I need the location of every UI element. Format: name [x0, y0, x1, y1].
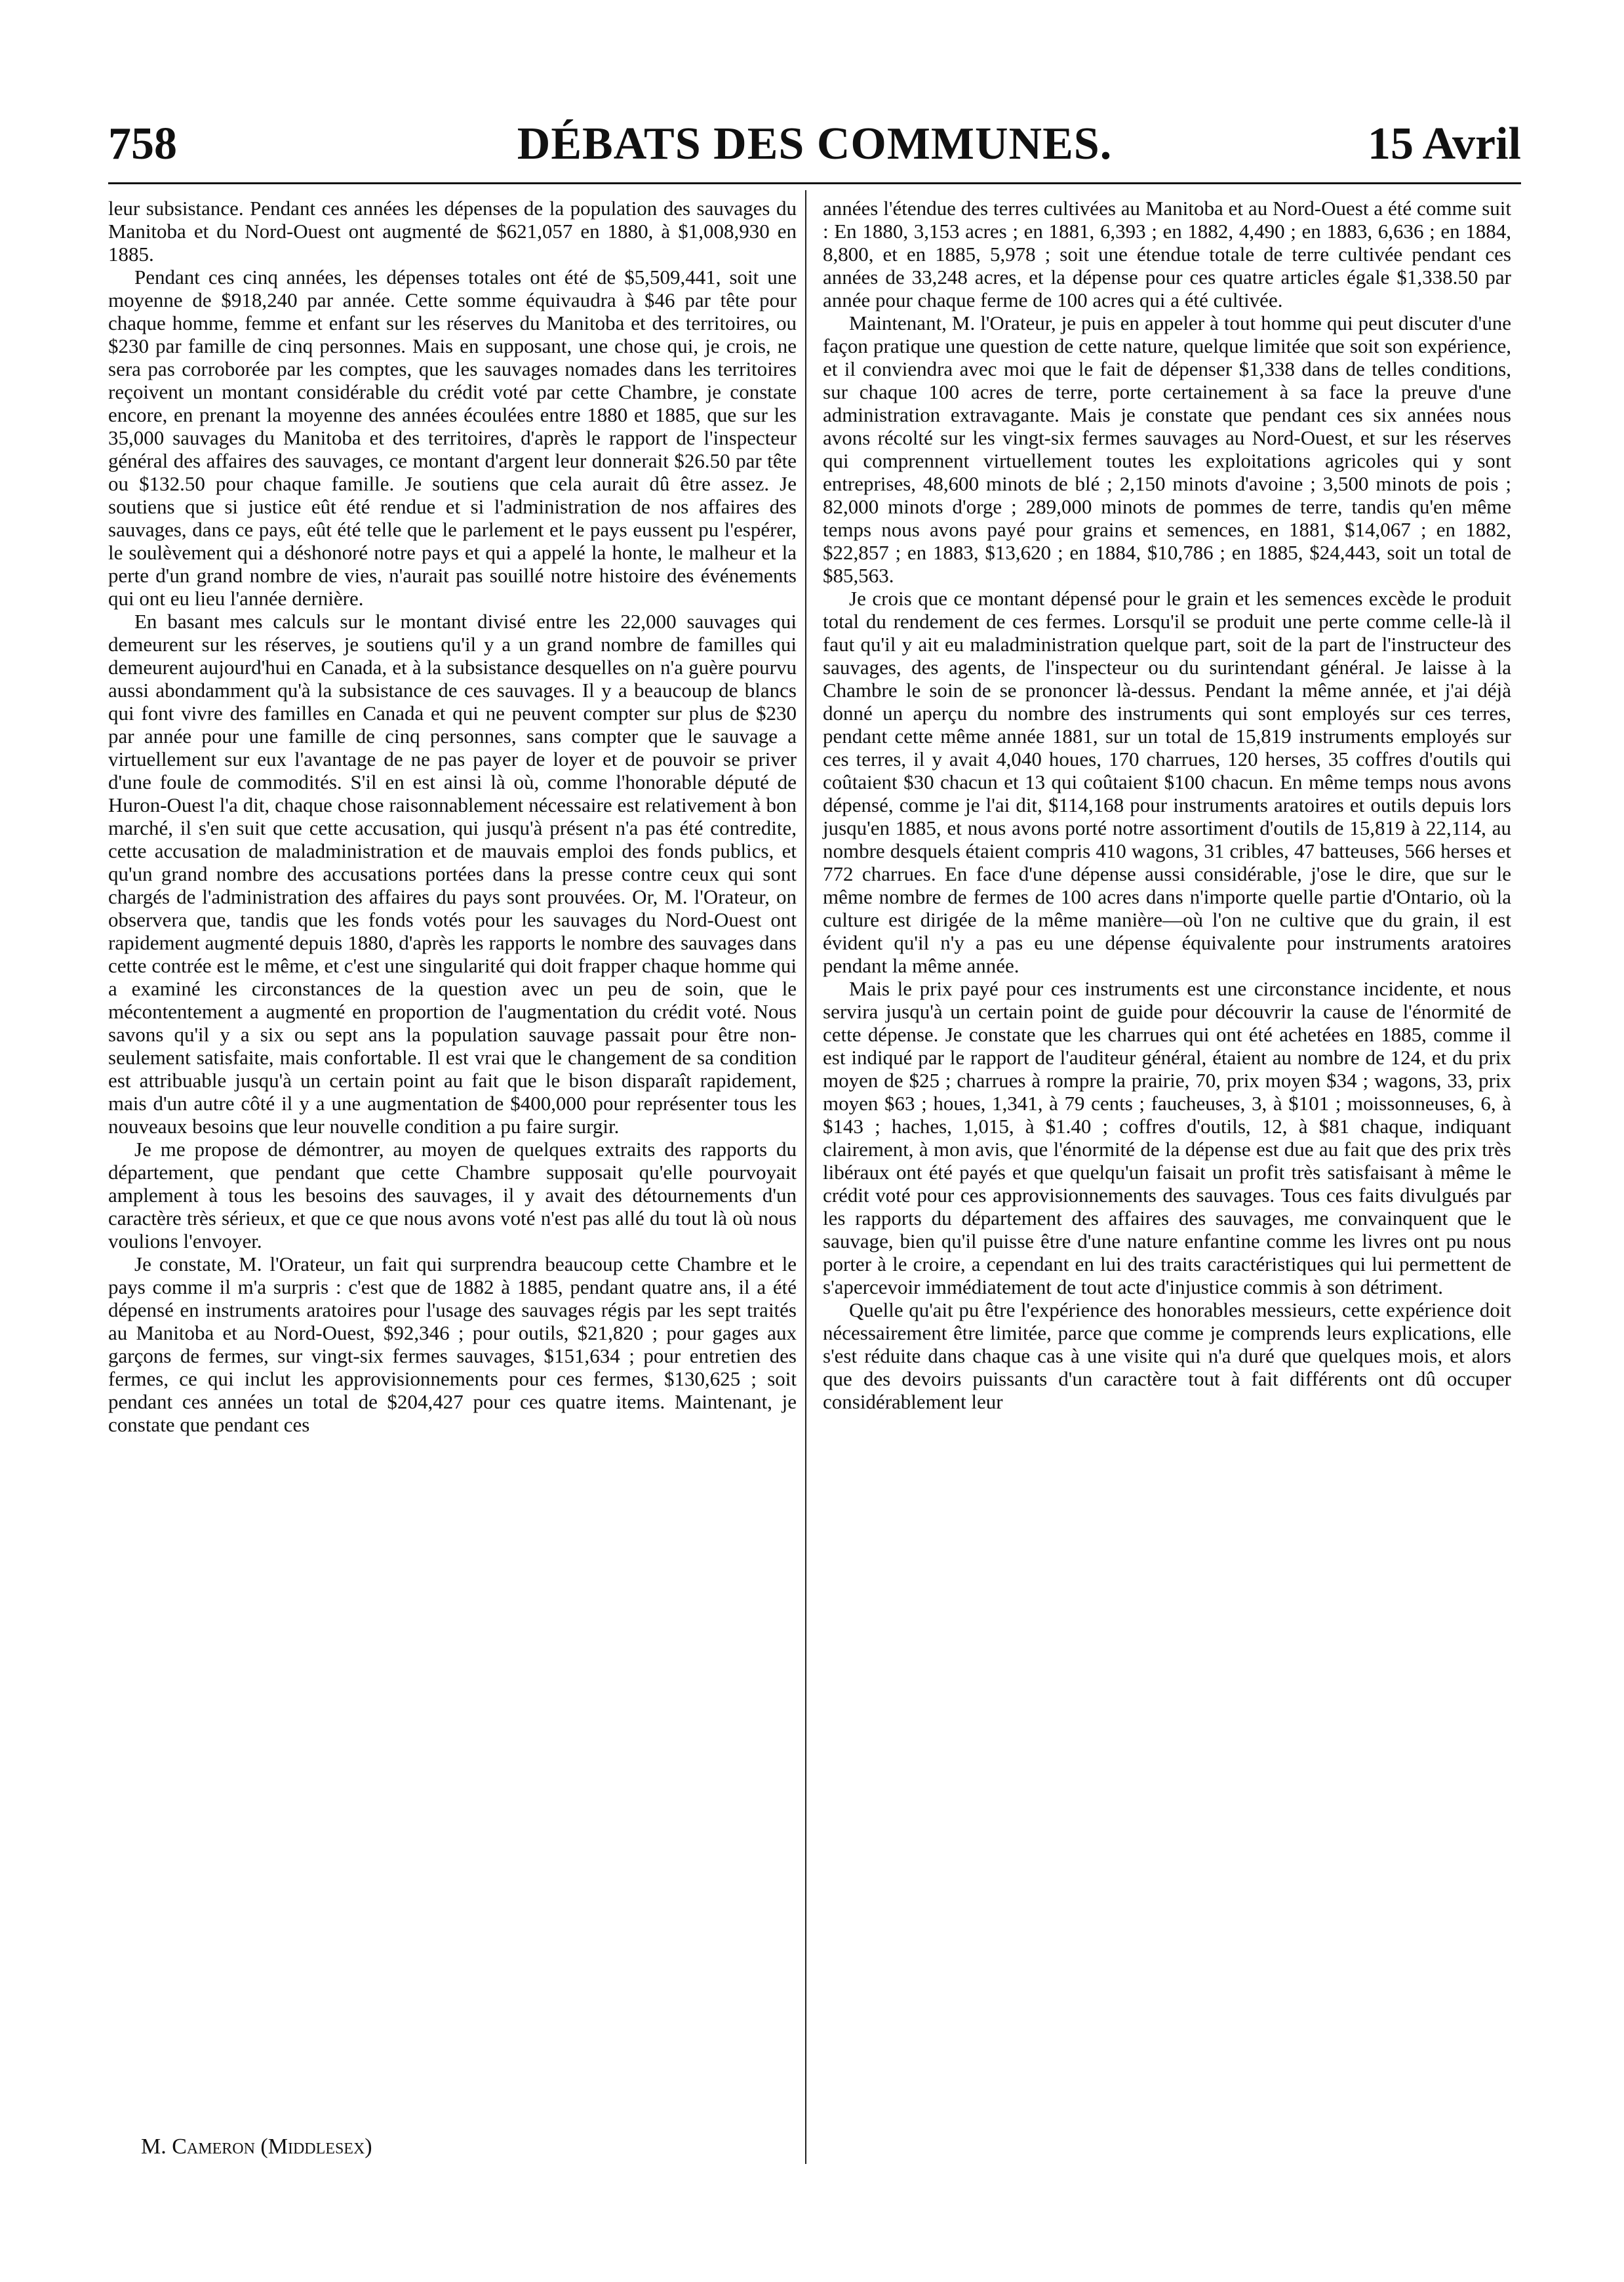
page-title: DÉBATS DES COMMUNES.	[517, 119, 1113, 169]
column-divider	[805, 190, 806, 2164]
paragraph: Je me propose de démontrer, au moyen de quelques extraits des rapports du département, que pendant que cette Chambre supposait qu'elle pourvoyait amplement à tous les besoins des sauvages, il y avait des détournements d'un caractère très sérieux, et que ce que nous avons voté n'est pas allé du tout là où nous voulions l'envoyer.	[108, 1138, 797, 1252]
paragraph: Je crois que ce montant dépensé pour le grain et les semences excède le produit total du rendement de ces fermes. Lorsqu'il se produit une perte comme celle-là il faut qu'il y ait eu maladministration quelque part, soit de la part de l'instructeur des sauvages, des agents, de l'inspecteur ou du surintendant général. Je laisse à la Chambre le soin de se prononcer là-dessus. Pendant la même année, et j'ai déjà donné un aperçu du nombre des instruments qui sont employés sur ces terres, pendant cette même année 1881, sur un total de 15,819 instruments employés sur ces terres, il y avait 4,040 houes, 170 charrues, 120 herses, 35 coffres d'outils qui coûtaient $30 chacun et 13 qui coûtaient $100 chacun. En même temps nous avons dépensé, comme je l'ai dit, $114,168 pour instruments aratoires et outils depuis lors jusqu'en 1885, et nous avons porté notre assortiment d'outils de 15,819 à 22,114, au nombre desquels étaient compris 410 wagons, 31 cribles, 47 batteuses, 566 herses et 772 charrues. En face d'une dépense aussi considérable, j'ose le dire, que sur le même nombre de fermes de 100 acres dans n'importe quelle partie d'Ontario, où la culture est dirigée de la même manière—où l'on ne cultive que du grain, il est évident qu'il n'y a pas eu une dépense équivalente pour instruments aratoires pendant la même année.	[823, 587, 1511, 977]
paragraph: leur subsistance. Pendant ces années les dépenses de la population des sauvages du Manitoba et du Nord-Ouest ont augmenté de $621,057 en 1880, à $1,008,930 en 1885.	[108, 197, 797, 266]
header-rule	[108, 182, 1521, 184]
paragraph: Maintenant, M. l'Orateur, je puis en appeler à tout homme qui peut discuter d'une façon pratique une question de cette nature, quelque limitée que soit son expérience, et il conviendra avec moi que le fait de dépenser $1,338 dans de telles conditions, sur chaque 100 acres de terre, porte certainement à sa face la preuve d'une administration extravagante. Mais je constate que pendant ces six années nous avons récolté sur les vingt-six fermes sauvages au Nord-Ouest, et sur les réserves qui comprennent virtuellement toutes les exploitations agricoles qui y sont entreprises, 48,600 minots de blé ; 2,150 minots d'avoine ; 3,500 minots de pois ; 82,000 minots d'orge ; 289,000 minots de pommes de terre, tandis qu'en même temps nous avons payé pour grains et semences, en 1881, $14,067 ; en 1882, $22,857 ; en 1883, $13,620 ; en 1884, $10,786 ; en 1885, $24,443, soit un total de $85,563.	[823, 311, 1511, 587]
paragraph: années l'étendue des terres cultivées au Manitoba et au Nord-Ouest a été comme suit : En 1880, 3,153 acres ; en 1881, 6,393 ; en 1882, 4,490 ; en 1883, 6,636 ; en 1884, 8,800, et en 1885, 5,978 ; soit une étendue totale de terre cultivée pendant ces années de 33,248 acres, et la dépense pour ces quatre articles égale $1,338.50 par année pour chaque ferme de 100 acres qui a été cultivée.	[823, 197, 1511, 311]
right-column	[823, 197, 1511, 2164]
speaker-footer: M. Cameron (Middlesex)	[141, 2134, 372, 2159]
paragraph: En basant mes calculs sur le montant divisé entre les 22,000 sauvages qui demeurent sur les réserves, je soutiens qu'il y a un grand nombre de familles qui demeurent aujourd'hui en Canada, et à la subsistance desquelles on n'a guère pourvu aussi abondamment qu'à la subsistance de ces sauvages. Il y a beaucoup de blancs qui font vivre des familles en Canada et qui ne peuvent compter sur plus de $230 par année pour une famille de cinq personnes, sans compter que le sauvage a virtuellement sur eux l'avantage de ne pas payer de loyer et de pouvoir se priver d'une foule de commodités. S'il en est ainsi là où, comme l'honorable député de Huron-Ouest l'a dit, chaque chose raisonnablement nécessaire est relativement à bon marché, il s'en suit que cette accusation, qui jusqu'à présent n'a pas été contredite, cette accusation de maladministration et de mauvais emploi des fonds publics, et qu'un grand nombre des accusations portées dans la presse contre ceux qui sont chargés de l'administration des affaires du pays sont prouvées. Or, M. l'Orateur, on observera que, tandis que les fonds votés pour les sauvages du Nord-Ouest ont rapidement augmenté depuis 1880, d'après les rapports le nombre des sauvages dans cette contrée est le même, et c'est une singularité qui doit frapper chaque homme qui a examiné les circonstances de la question avec un peu de soin, que le mécontentement a augmenté en proportion de l'augmentation du crédit voté. Nous savons qu'il y a six ou sept ans la population sauvage passait pour être non-seulement satisfaite, mais confortable. Il est vrai que le changement de sa condition est attribuable jusqu'à un certain point au fait que le bison disparaît rapidement, mais d'un autre côté il y a une augmentation de $400,000 pour représenter tous les nouveaux besoins que leur nouvelle condition a pu faire surgir.	[108, 610, 797, 1138]
page-header	[108, 105, 1521, 177]
page-date: 15 Avril	[1368, 119, 1521, 169]
paragraph: Mais le prix payé pour ces instruments est une circonstance incidente, et nous servira jusqu'à un certain point de guide pour découvrir la cause de l'énormité de cette dépense. Je constate que les charrues qui ont été achetées en 1885, comme il est indiqué par le rapport de l'auditeur général, étaient au nombre de 124, et du prix moyen de $25 ; charrues à rompre la prairie, 70, prix moyen $34 ; wagons, 33, prix moyen $63 ; houes, 1,341, à 79 cents ; faucheuses, 3, à $101 ; moissonneuses, 6, à $143 ; haches, 1,015, à $1.40 ; coffres d'outils, 12, à $81 chaque, indiquant clairement, à mon avis, que l'énormité de la dépense est due au fait que des prix très libéraux ont été payés et que quelqu'un faisait un profit très satisfaisant à même le crédit voté pour ces approvisionnements des sauvages. Tous ces faits divulgués par les rapports du département des affaires des sauvages, me convainquent que le sauvage, bien qu'il puisse être d'une nature enfantine comme les livres ont pu nous porter à le croire, a cependant en lui des traits caractéristiques qui lui permettent de s'apercevoir immédiatement de tout acte d'injustice commis à son détriment.	[823, 977, 1511, 1298]
paragraph: Quelle qu'ait pu être l'expérience des honorables messieurs, cette expérience doit nécessairement être limitée, parce que comme je comprends leurs explications, elle s'est réduite dans chaque cas à une visite qui n'a duré que quelques mois, et alors que des devoirs puissants d'un caractère tout à fait différents ont dû occuper considérablement leur	[823, 1298, 1511, 1413]
paragraph: Je constate, M. l'Orateur, un fait qui surprendra beaucoup cette Chambre et le pays comme il m'a surpris : c'est que de 1882 à 1885, pendant quatre ans, il a été dépensé en instruments aratoires pour l'usage des sauvages régis par les sept traités au Manitoba et au Nord-Ouest, $92,346 ; pour outils, $21,820 ; pour gages aux garçons de fermes, sur vingt-six fermes sauvages, $151,634 ; pour entretien des fermes, ce qui inclut les approvisionnements pour ces fermes, $130,625 ; soit pendant ces années un total de $204,427 pour ces quatre items. Maintenant, je constate que pendant ces	[108, 1252, 797, 1436]
paragraph: Pendant ces cinq années, les dépenses totales ont été de $5,509,441, soit une moyenne de $918,240 par année. Cette somme équivaudra à $46 par tête pour chaque homme, femme et enfant sur les réserves du Manitoba et des territoires, ou $230 par famille de cinq personnes. Mais en supposant, une chose qui, je crois, ne sera pas corroborée par les comptes, que les sauvages nomades dans les territoires reçoivent un montant considérable du crédit voté par cette Chambre, je constate encore, en prenant la moyenne des années écoulées entre 1880 et 1885, que sur les 35,000 sauvages du Manitoba et des territoires, d'après le rapport de l'inspecteur général des affaires des sauvages, ce montant d'argent leur donnerait $26.50 par tête ou $132.50 pour chaque famille. Je soutiens que cela aurait dû être assez. Je soutiens que si justice eût été rendue et si l'administration de nos affaires des sauvages, dans ce pays, eût été telle que le parlement et le pays eussent pu l'espérer, le soulèvement qui a déshonoré notre pays et qui a appelé la honte, le malheur et la perte d'un grand nombre de vies, n'aurait pas souillé notre histoire des événements qui ont eu lieu l'année dernière.	[108, 266, 797, 610]
page-number: 758	[108, 119, 177, 169]
left-column	[108, 197, 797, 2164]
